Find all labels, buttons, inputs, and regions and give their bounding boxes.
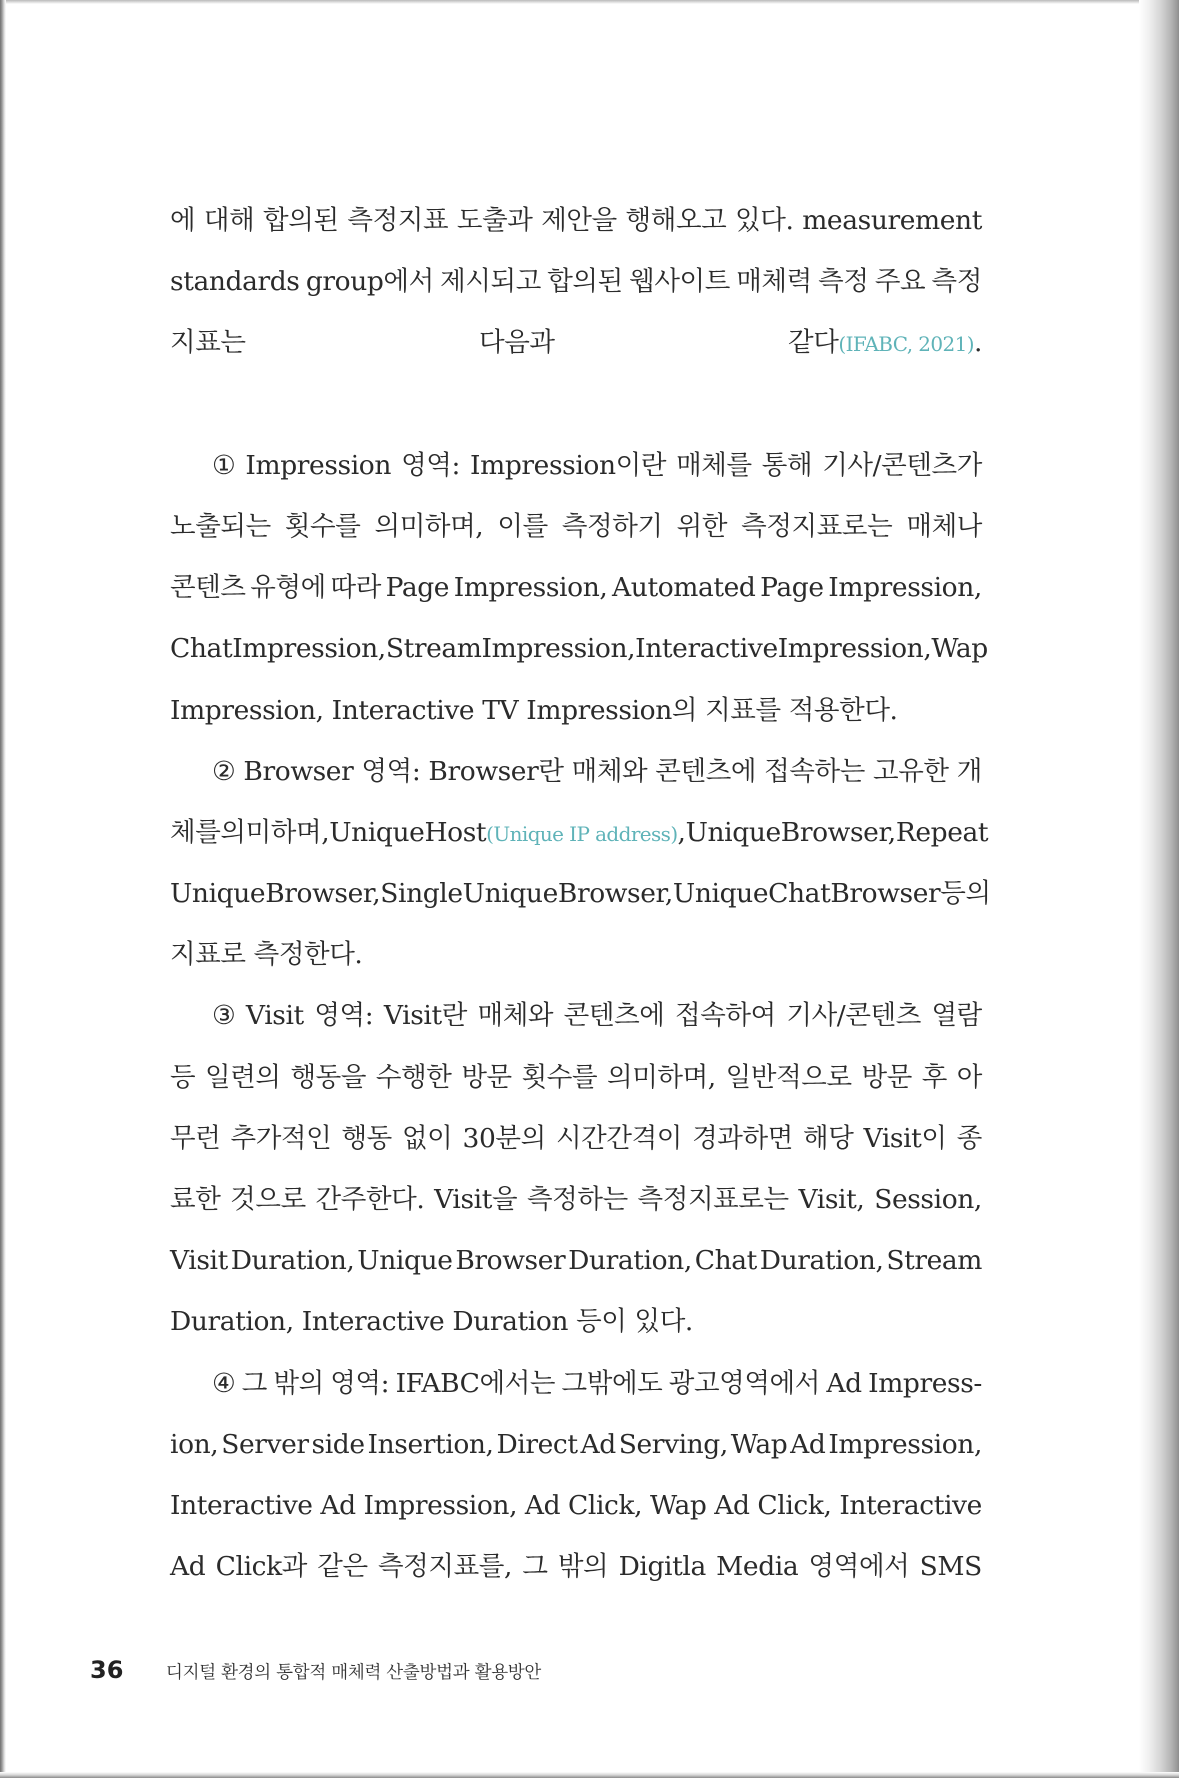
word: 후 xyxy=(921,1061,947,1093)
word: IFABC에서는 xyxy=(395,1367,556,1399)
word: Duration, xyxy=(230,1245,355,1277)
word: Server xyxy=(221,1428,309,1460)
page-footer xyxy=(90,1656,541,1686)
word: 개 xyxy=(956,755,982,787)
text-line xyxy=(170,435,982,496)
word: Visit, xyxy=(798,1184,865,1215)
word: 그밖에도 xyxy=(561,1367,663,1399)
word: Impression이란 xyxy=(470,449,667,481)
word: ② xyxy=(212,755,236,787)
book-spine-shadow xyxy=(1139,0,1179,1778)
word: 측정 xyxy=(931,266,982,298)
text-line xyxy=(170,1353,982,1414)
word: Automated xyxy=(612,572,756,604)
word: 측정지표를, xyxy=(377,1551,513,1583)
word: Page xyxy=(385,572,450,604)
word: 통해 xyxy=(761,449,813,481)
word: Duration, xyxy=(759,1245,884,1277)
word: 30분의 xyxy=(462,1122,546,1154)
word: Browser란 xyxy=(428,755,564,787)
word: Unique xyxy=(329,816,425,848)
text-line xyxy=(170,1414,982,1475)
page-top-edge xyxy=(0,0,1179,4)
text-line xyxy=(170,863,991,924)
word: 등의 xyxy=(940,878,991,910)
word: 수행한 xyxy=(375,1061,452,1093)
text-segment: 지표로 측정한다. xyxy=(170,939,363,971)
text-line xyxy=(170,802,989,863)
word: Interactive xyxy=(635,633,778,665)
word: Impression, xyxy=(777,633,932,665)
word: Impression, xyxy=(828,572,982,604)
word: Chat xyxy=(694,1245,757,1277)
word: Unique xyxy=(685,816,781,848)
word: 일련의 xyxy=(205,1061,281,1093)
word: 기사/콘텐츠가 xyxy=(822,449,982,481)
word: 측정 xyxy=(818,266,869,298)
word: Impression xyxy=(245,449,392,481)
running-title: 디지털 환경의 통합적 매체력 산출방법과 활용방안 xyxy=(166,1663,542,1683)
text-line xyxy=(170,1475,982,1536)
text-line xyxy=(170,924,982,985)
word: 경과하면 xyxy=(692,1122,793,1154)
word: Ad xyxy=(580,1428,616,1460)
word: standards xyxy=(170,266,300,298)
word: Impress- xyxy=(868,1367,982,1399)
word: ④ xyxy=(212,1367,236,1399)
word: 따라 xyxy=(330,572,381,604)
word: Unique xyxy=(170,878,266,910)
word: 영역에서 xyxy=(808,1551,910,1583)
word: side xyxy=(311,1428,365,1460)
text-line xyxy=(170,496,982,557)
word: 위한 xyxy=(676,510,728,542)
text-segment: Duration, Interactive Duration 등이 있다. xyxy=(170,1306,693,1338)
word: 측정지표로는 xyxy=(741,510,893,542)
word: 종 xyxy=(956,1122,982,1154)
word: Session, xyxy=(874,1184,982,1215)
word: ① xyxy=(212,449,236,481)
word: 등 xyxy=(170,1061,196,1093)
text-line xyxy=(170,1536,982,1597)
word: Media xyxy=(716,1551,799,1583)
word: 영역: xyxy=(401,449,460,481)
word: Impression, xyxy=(453,572,608,604)
word: Serving, xyxy=(618,1428,728,1460)
text-line xyxy=(170,1108,982,1169)
word: Click과 xyxy=(215,1551,307,1583)
word: Ad xyxy=(714,1489,750,1521)
word: 콘텐츠에 xyxy=(655,755,757,787)
word: 에 xyxy=(170,205,196,236)
text-line xyxy=(170,1291,982,1352)
word: 고유한 xyxy=(873,755,949,787)
text-line xyxy=(170,1230,982,1291)
word: group에서 xyxy=(305,266,434,298)
word: Browser, xyxy=(265,878,381,910)
word: 접속하는 xyxy=(764,755,865,787)
word: Chat xyxy=(170,633,233,665)
text-line xyxy=(170,1047,982,1108)
word: Stream xyxy=(385,633,482,665)
word: Browser, xyxy=(780,816,896,848)
word: 간주한다. xyxy=(315,1184,425,1215)
word: Unique xyxy=(462,878,558,910)
word: 방문 xyxy=(461,1061,512,1093)
word: 측정하는 xyxy=(526,1184,628,1215)
word: 도출과 xyxy=(456,205,533,236)
word: 콘텐츠에 xyxy=(563,1000,665,1032)
word: 그 xyxy=(241,1367,267,1399)
word: 매체를 xyxy=(676,449,752,481)
word: Wap xyxy=(730,1428,788,1460)
word: 아 xyxy=(956,1061,982,1093)
word: Insertion, xyxy=(367,1428,494,1460)
text-line xyxy=(170,618,988,679)
word: 다음과 xyxy=(479,327,555,359)
word: Unique xyxy=(672,878,769,910)
body-text xyxy=(170,190,991,1597)
word: 주요 xyxy=(874,266,926,298)
word: Stream xyxy=(886,1245,982,1277)
paragraph-gap xyxy=(170,374,982,435)
word: ion, xyxy=(170,1428,219,1460)
text-line xyxy=(170,741,982,802)
word: 측정지표로는 xyxy=(637,1184,789,1215)
word: 의미하며, xyxy=(374,510,484,542)
word: Browser xyxy=(243,755,354,787)
word: Page xyxy=(760,572,824,604)
word: Click, xyxy=(757,1489,832,1521)
word: 측정하기 xyxy=(561,510,663,542)
word: 의미하며, xyxy=(220,816,330,848)
word: 영역: xyxy=(330,1367,390,1399)
word: Direct xyxy=(496,1428,578,1460)
word: 밖의 xyxy=(557,1551,609,1583)
word: 매체와 xyxy=(571,755,648,787)
text-line xyxy=(170,251,982,312)
word: 합의된 xyxy=(547,266,623,298)
word: 측정지표 xyxy=(347,205,449,236)
word: 시간간격이 xyxy=(555,1122,682,1154)
word: Impression, xyxy=(363,1489,518,1521)
word: 해당 xyxy=(803,1122,854,1154)
citation: (Unique IP address) xyxy=(486,821,678,846)
word: 대해 xyxy=(203,205,255,236)
word: 횟수를 xyxy=(521,1061,598,1093)
text-line xyxy=(170,312,982,373)
text-segment: Impression, Interactive TV Impression의 지표를 적용한다. xyxy=(170,694,898,726)
word: Visit xyxy=(245,1000,304,1032)
word: 것으로 xyxy=(230,1184,306,1215)
word: 일반적으로 xyxy=(725,1061,852,1093)
word: 없이 xyxy=(401,1122,453,1154)
word: Ad xyxy=(320,1489,356,1521)
word: 료한 xyxy=(170,1184,221,1215)
text-line xyxy=(170,557,982,618)
word: 노출되는 xyxy=(170,510,271,542)
word: measurement xyxy=(802,205,982,236)
word: Visit xyxy=(170,1245,228,1277)
citation: (IFABC, 2021) xyxy=(838,332,974,357)
word: 매체력 xyxy=(736,266,812,298)
page-number: 36 xyxy=(90,1656,124,1684)
word: 같은 xyxy=(317,1551,368,1583)
word: Unique xyxy=(357,1245,453,1277)
page-left-edge xyxy=(0,0,6,1778)
word: 유형에 xyxy=(250,572,326,604)
word: 매체나 xyxy=(906,510,982,542)
word: Browser xyxy=(830,878,941,910)
word: Single xyxy=(380,878,463,910)
word: Digitla xyxy=(618,1551,706,1583)
word: Duration, xyxy=(568,1245,692,1277)
word: Chat xyxy=(768,878,831,910)
word: Visit을 xyxy=(434,1184,518,1215)
word: 접속하여 xyxy=(675,1000,776,1032)
word: 횟수를 xyxy=(284,510,361,542)
word: 추가적인 xyxy=(230,1122,332,1154)
word: 제시되고 xyxy=(440,266,541,298)
word: 있다. xyxy=(735,205,794,236)
word: 그 xyxy=(522,1551,548,1583)
word: 방문 xyxy=(861,1061,912,1093)
word: Visit이 xyxy=(863,1122,947,1154)
word: Click, xyxy=(568,1489,643,1521)
word: 행동 xyxy=(341,1122,392,1154)
word: Ad xyxy=(790,1428,826,1460)
word: Impression, xyxy=(481,633,636,665)
word: Host(Unique IP address), xyxy=(424,816,686,848)
word: 광고영역에서 xyxy=(668,1367,820,1399)
word: 체를 xyxy=(170,816,221,848)
word: 같다(IFABC, 2021). xyxy=(788,327,982,359)
word: 지표는 xyxy=(170,327,246,359)
word: 영역: xyxy=(361,755,421,787)
word: 밖의 xyxy=(273,1367,324,1399)
word: Wap xyxy=(649,1489,707,1521)
word: ③ xyxy=(212,1000,236,1032)
word: Interactive xyxy=(839,1489,982,1521)
word: 무런 xyxy=(170,1122,221,1154)
word: Interactive xyxy=(170,1489,313,1521)
word: 합의된 xyxy=(263,205,339,236)
word: Ad xyxy=(826,1367,862,1399)
word: 열람 xyxy=(931,1000,982,1032)
word: SMS xyxy=(919,1551,982,1583)
text-line xyxy=(170,1169,982,1230)
word: 행동을 xyxy=(290,1061,367,1093)
word: 기사/콘텐츠 xyxy=(786,1000,921,1032)
word: 매체와 xyxy=(477,1000,554,1032)
word: Impression, xyxy=(232,633,386,665)
word: Wap xyxy=(931,633,988,665)
text-line xyxy=(170,190,982,251)
word: Ad xyxy=(170,1551,206,1583)
text-line xyxy=(170,680,982,741)
word: Browser, xyxy=(557,878,673,910)
page-bottom-edge xyxy=(0,1772,1179,1778)
word: 이를 xyxy=(497,510,548,542)
word: 제안을 xyxy=(541,205,617,236)
word: Impression, xyxy=(828,1428,982,1460)
word: Browser xyxy=(455,1245,566,1277)
text-line xyxy=(170,985,982,1046)
word: Repeat xyxy=(895,816,989,848)
word: 콘텐츠 xyxy=(170,572,246,604)
word: 의미하며, xyxy=(607,1061,716,1093)
word: 웹사이트 xyxy=(629,266,730,298)
word: Ad xyxy=(524,1489,561,1521)
word: 영역: xyxy=(314,1000,374,1032)
word: 행해오고 xyxy=(625,205,727,236)
word: Visit란 xyxy=(383,1000,467,1032)
